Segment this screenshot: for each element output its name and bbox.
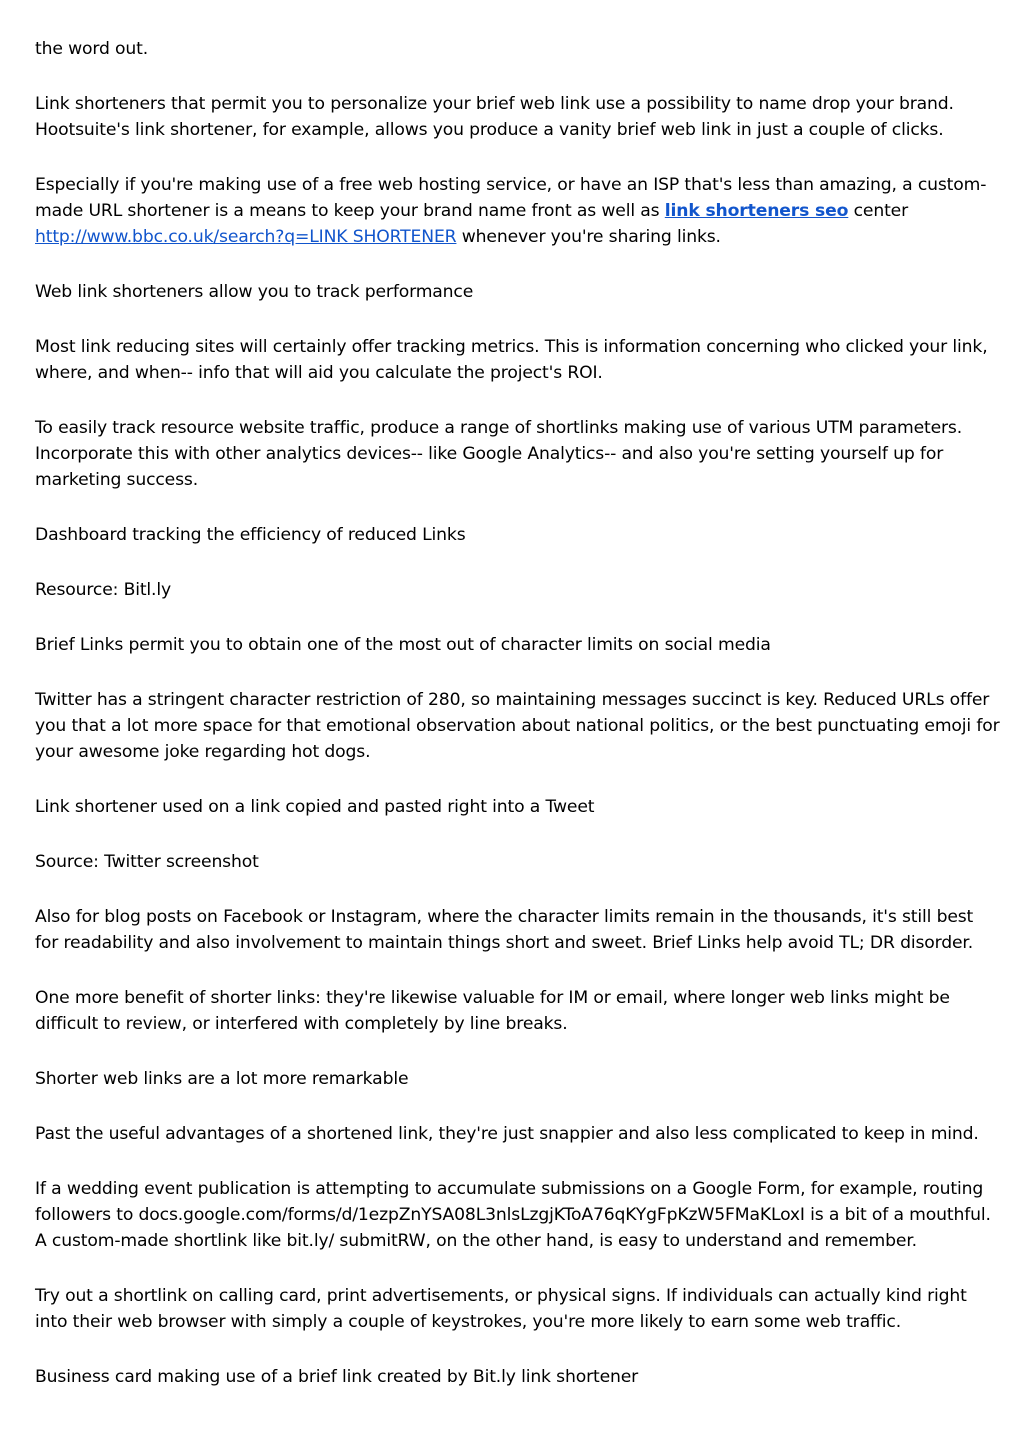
paragraph: Also for blog posts on Facebook or Instagram, where the character limits remain in the thousands, it's still best for readability and also involvement to maintain things short and sweet. Brief Links help avoid TL; DR disorder. — [35, 907, 974, 953]
paragraph-text: center — [848, 201, 909, 221]
image-source: Source: Twitter screenshot — [35, 852, 259, 872]
paragraph: To easily track resource website traffic, produce a range of shortlinks making use of various UTM parameters. Incorporate this with other analytics devices-- like Google Analytics-- and also you're setting yourself up for marketing success. — [35, 418, 963, 490]
paragraph: Try out a shortlink on calling card, print advertisements, or physical signs. If individuals can actually kind right into their web browser with simply a couple of keystrokes, you're more likely to earn some web traffic. — [35, 1286, 967, 1332]
paragraph: If a wedding event publication is attempting to accumulate submissions on a Google Form, for example, routing followers to docs.google.com/forms/d/1ezpZnYSA08L3nlsLzgjKToA76qKYgFpKzW5FMaKLoxI is a bit of a mouthful. A custom-made shortlink like bit.ly/ submitRW, on the other hand, is easy to understand and remember. — [35, 1179, 991, 1251]
paragraph: the word out. — [35, 39, 149, 59]
paragraph: Link shorteners that permit you to personalize your brief web link use a possibility to name drop your brand. Hootsuite's link shortener, for example, allows you produce a vanity brief web link in just a couple of clicks. — [35, 94, 954, 140]
section-heading: Shorter web links are a lot more remarkable — [35, 1069, 409, 1089]
image-caption: Link shortener used on a link copied and pasted right into a Tweet — [35, 797, 595, 817]
paragraph-text: Especially if you're making use of a free web hosting service, or have an ISP that's less than amazing, a custom-made URL shortener is a means to keep your brand name front as well as — [35, 175, 987, 221]
section-heading: Brief Links permit you to obtain one of the most out of character limits on social media — [35, 635, 771, 655]
paragraph-text: whenever you're sharing links. — [456, 227, 721, 247]
image-source: Resource: Bitl.ly — [35, 580, 172, 600]
document-body — [35, 36, 1000, 1419]
section-heading: Web link shorteners allow you to track performance — [35, 282, 474, 302]
image-caption: Business card making use of a brief link created by Bit.ly link shortener — [35, 1367, 639, 1387]
bbc-search-link[interactable]: http://www.bbc.co.uk/search?q=LINK SHORTENER — [35, 227, 457, 247]
paragraph: Twitter has a stringent character restriction of 280, so maintaining messages succinct is key. Reduced URLs offer you that a lot more space for that emotional observation about national politics, or the best punctuating emoji for your awesome joke regarding hot dogs. — [35, 690, 1000, 762]
paragraph: Past the useful advantages of a shortened link, they're just snappier and also less complicated to keep in mind. — [35, 1124, 979, 1144]
image-caption: Dashboard tracking the efficiency of reduced Links — [35, 525, 466, 545]
paragraph: Most link reducing sites will certainly offer tracking metrics. This is information concerning who clicked your link, where, and when-- info that will aid you calculate the project's ROI. — [35, 337, 988, 383]
link-shorteners-seo-link[interactable]: link shorteners seo — [664, 201, 849, 221]
paragraph: One more benefit of shorter links: they're likewise valuable for IM or email, where longer web links might be difficult to review, or interfered with completely by line breaks. — [35, 988, 950, 1034]
paragraph-with-links — [35, 172, 1000, 250]
